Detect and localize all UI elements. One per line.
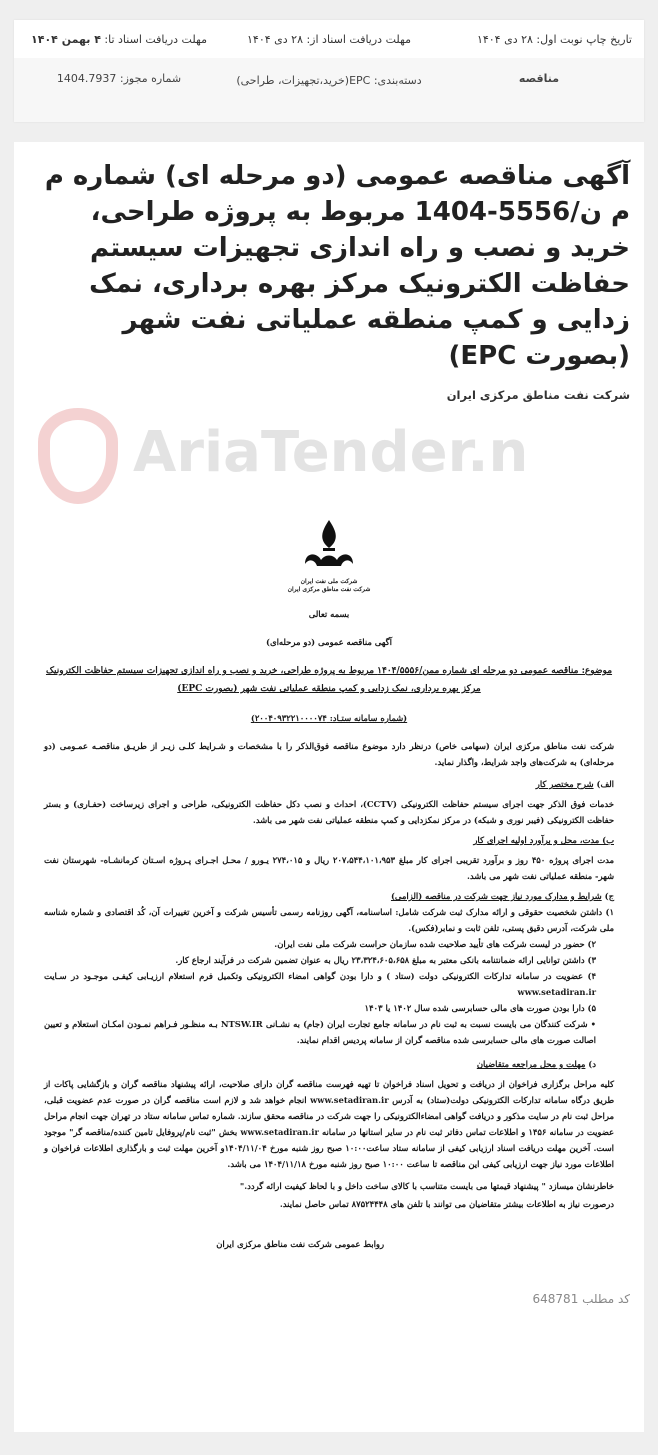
doc-until-value: ۴ بهمن ۱۴۰۴	[31, 32, 101, 46]
page-title: آگهی مناقصه عمومی (دو مرحله ای) شماره م م ن/5556-1404 مربوط به پروژه طراحی، خرید و نصب و راه اندازی تجهیزات سیستم حفاظت الکترونیک مرکز بهره برداری، نمک زدایی و کمپ منطقه عملیاتی نفت شهر (بصورت EPC)	[44, 161, 630, 371]
license-number: شماره مجوز: 1404.7937	[56, 72, 182, 85]
tender-info-header	[14, 20, 644, 122]
doc-until-label: مهلت دریافت اسناد تا:	[100, 32, 207, 46]
doc-subject: موضوع: مناقصه عمومی دو مرحله ای شماره ممن/۱۴۰۴/۵۵۵۶ مربوط به پروژه طراحی، خرید و نصب و راه اندازی تجهیزات سیستم حفاظت الکترونیک مرکز بهره برداری، نمک زدایی و کمپ منطقه عملیاتی نفت شهر (بصورت EPC)	[45, 666, 613, 694]
logo-line-2: شرکت نفت مناطق مرکزی ایران	[287, 586, 371, 593]
section-c-item: ۴) عضویت در سامانه تدارکات الکترونیکی دولت (ستاد ) و دارا بودن گواهی امضاء الکترونیکی وتکمیل فرم استعلام ارزیـابی کیفـی موجـود در سـایت www.setadiran.ir	[44, 971, 596, 997]
doc-heading: آگهی مناقصه عمومی (دو مرحله‌ای)	[266, 637, 392, 647]
section-c-item: ۱) داشتن شخصیت حقوقی و ارائه مدارک ثبت شرکت شامل: اساسنامه، آگهی روزنامه رسمی تأسیس شرکت و آخرین تغییرات آن، کُد اقتصادی و شماره شناسه ملی شرکت، آدرس دقیق پستی، تلفن ثابت و نمابر(فکس).	[44, 907, 614, 933]
section-d-text: کلیه مراحل برگزاری فراخوان از دریافت و تحویل اسناد فراخوان تا تهیه فهرست مناقصه گران دارای صلاحیت، ارائه پیشنهاد مناقصه گران و بازگشایی پاکات از طریق درگاه سامانه تدارکات الکترونیکی دولت(ستاد) به آدرس www.setadiran.ir انجام خواهد شد و لازم است مناقصه گران در صورت عدم عضویت قبلی، مراحل ثبت نام در سایت مذکور و دریافت گواهی امضاءالکترونیکی را جهت شرکت در مناقصه محقق سازند. شماره تماس سامانه ستاد در تهران جهت انجام مراحل عضویت در سامانه ۱۴۵۶ و اطلاعات تماس دفاتر ثبت نام در سایر استانها در سامانه www.setadiran.ir بخش "ثبت نام/پروفایل تامین کننده/مناقصه گر" موجود است. آخرین مهلت دریافت اسناد ارزیابی کیفی از سامانه ستاد ساعت۱۰:۰۰ صبح روز شنبه مورخ ۱۴۰۴/۱۱/۰۴و آخرین مهلت ثبت و بارگذاری اطلاعات فراخوان و اطلاعات مورد نیاز جهت ارزیابی کیفی این مناقصه تا ساعت ۱۰:۰۰ صبح روز شنبه مورخ ۱۴۰۴/۱۱/۱۸ می باشد.	[44, 1079, 615, 1169]
doc-from-date: مهلت دریافت اسناد از: ۲۸ دی ۱۴۰۴	[247, 32, 411, 46]
section-c-item: • شرکت کنندگان می بایست نسبت به ثبت نام در سامانه جامع تجارت ایران (جام) به نشـانی NTSW.IR بـه منظـور فـراهم نمـودن امکـان استعلام و تعیین اصالت صورت های مالی حسابرسی شده مناقصه گران از سامانه پردیس اقدام نمایند.	[44, 1019, 596, 1045]
section-d-title: د) مهلت و محل مراجعه متقاضیان	[476, 1059, 596, 1069]
dates-row	[14, 20, 644, 58]
doc-until-date	[14, 33, 224, 46]
section-b-title: ب) مدت، محل و برآورد اولیه اجرای کار	[473, 835, 614, 845]
price-note: خاطرنشان میسازد " پیشنهاد قیمتها می بایست متناسب با کالای ساخت داخل و با لحاظ کیفیت ارائه گردد."	[239, 1181, 614, 1191]
article-code: کد مطلب 648781	[532, 1292, 630, 1306]
tender-type: مناقصه	[518, 72, 560, 85]
company-name: شرکت نفت مناطق مرکزی ایران	[446, 388, 630, 402]
meta-row	[14, 58, 644, 122]
signature: روابط عمومی شرکت نفت مناطق مرکزی ایران	[216, 1239, 384, 1249]
category: دسته‌بندی: EPC(خرید،تجهیزات، طراحی)	[236, 74, 422, 87]
nioc-logo-icon	[299, 518, 359, 578]
section-a-title: الف) شرح مختصر کار	[535, 779, 614, 789]
contact-info: درصورت نیاز به اطلاعات بیشتر متقاضیان می توانند با تلفن های ۸۷۵۲۴۴۴۸ تماس حاصل نمایند.	[279, 1199, 614, 1209]
article-card	[14, 142, 644, 1432]
section-b-text: مدت اجرای پروژه ۴۵۰ روز و برآورد تقریبی اجرای کار مبلغ ۲۰۷،۵۴۴،۱۰۱،۹۵۳ ریال و ۲۷۴،۰۱۵ یـورو / محـل اجـرای پـروژه اسـتان کرمانشـاه- شهرستان نفت شهر- منطقه عملیاتی نفت شهر می باشد.	[44, 855, 615, 881]
doc-intro: شرکت نفت مناطق مرکزی ایران (سهامی خاص) درنظر دارد موضوع مناقصه فوق‌الذکر را با مشخصات و شـرایط کلـی زیـر از طریـق مناقصـه عمـومی (دو مرحله‌ای) به شرکت‌های واجد شرایط، واگذار نماید.	[44, 741, 614, 767]
first-print-date: تاریخ چاپ نوبت اول: ۲۸ دی ۱۴۰۴	[476, 32, 632, 46]
setad-number: (شماره سامانه ستـاد: ۲۰۰۴۰۹۳۲۲۱۰۰۰۰۷۴)	[250, 713, 408, 723]
section-c-item: ۲) حضور در لیست شرکت های تأیید صلاحیت شده سازمان حراست شرکت ملی نفت ایران.	[274, 939, 596, 949]
section-c-item: ۳) داشتن توانایی ارائه ضمانتنامه بانکی معتبر به مبلغ ۲۳،۳۲۴،۶۰۵،۶۵۸ ریال به عنوان تضمین شرکت در فرآیند ارجاع کار.	[175, 955, 596, 965]
bismillah: بسمه تعالی	[308, 609, 350, 619]
section-c-item: ۵) دارا بودن صورت های مالی حسابرسی شده سال ۱۴۰۲ یا ۱۴۰۳	[364, 1003, 596, 1013]
watermark-text: AriaTender.n	[133, 420, 529, 485]
logo-line-1: شرکت ملی نفت ایران	[300, 578, 358, 585]
ariatender-watermark	[28, 408, 630, 508]
section-a-text: خدمات فوق الذکر جهت اجرای سیستم حفاظت الکترونیکی (CCTV)، احداث و نصب دکل حفاظت الکترونیکی، طراحی و اجرای زیرساخت (حفـاری) و بستر حفاظت الکترونیکی (فیبر نوری و شبکه) در مرکز نمکزدایی و کمپ منطقه عملیاتی نفت شهر می باشد.	[44, 799, 614, 825]
section-c-title: ج) شرایط و مدارک مورد نیاز جهت شرکت در مناقصه (الزامی)	[390, 891, 614, 901]
watermark-shield-icon	[38, 408, 118, 504]
tender-document-image	[44, 518, 614, 1252]
